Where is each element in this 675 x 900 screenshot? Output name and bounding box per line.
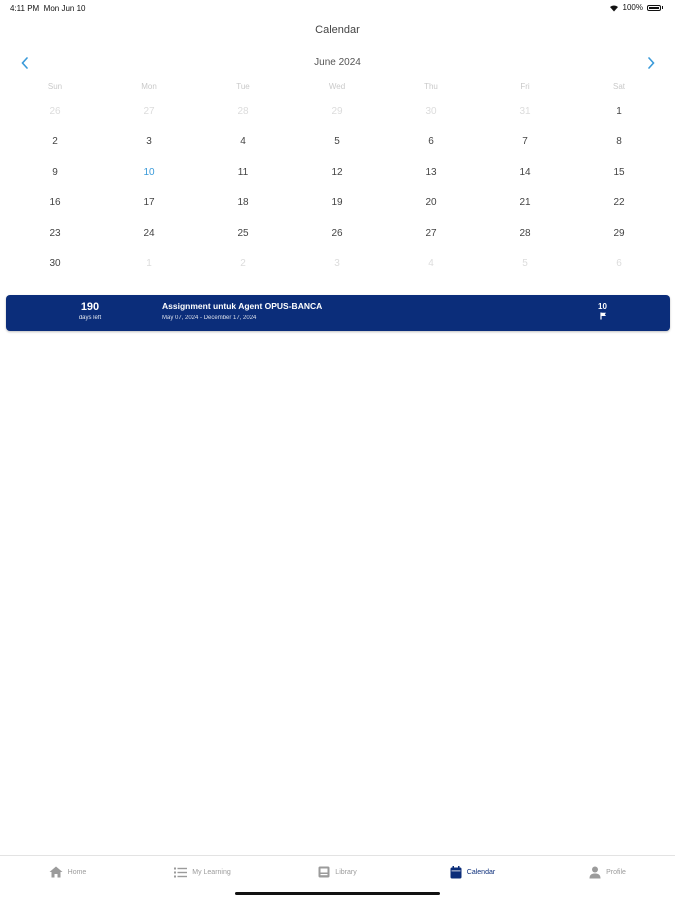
weekday-label: Mon bbox=[141, 82, 157, 91]
month-navigation bbox=[0, 54, 675, 72]
tab-label: Home bbox=[67, 868, 87, 876]
chevron-right-icon bbox=[647, 57, 655, 69]
calendar-day[interactable]: 12 bbox=[331, 166, 343, 178]
tab-my-learning[interactable] bbox=[135, 856, 270, 888]
list-icon bbox=[174, 867, 187, 878]
calendar-day[interactable]: 29 bbox=[613, 227, 625, 239]
calendar-week-row bbox=[8, 104, 666, 134]
calendar-day[interactable]: 22 bbox=[613, 197, 625, 209]
book-icon bbox=[318, 866, 330, 878]
calendar-day[interactable]: 28 bbox=[237, 106, 249, 117]
flag-icon bbox=[600, 312, 607, 320]
tab-label: Profile bbox=[606, 868, 626, 876]
tab-label: Calendar bbox=[466, 868, 496, 876]
calendar-day[interactable]: 1 bbox=[616, 106, 622, 117]
calendar-day[interactable]: 27 bbox=[425, 227, 437, 239]
tab-profile[interactable] bbox=[540, 856, 675, 888]
tab-label: Library bbox=[335, 868, 357, 876]
calendar-week-row bbox=[8, 195, 666, 225]
battery-icon bbox=[647, 5, 661, 11]
calendar-icon bbox=[450, 866, 462, 879]
calendar-day[interactable]: 26 bbox=[331, 227, 343, 239]
battery-tip bbox=[662, 6, 663, 9]
tab-calendar[interactable] bbox=[405, 856, 540, 888]
wifi-icon bbox=[609, 4, 619, 12]
calendar-day[interactable]: 21 bbox=[519, 197, 531, 209]
status-time bbox=[10, 4, 85, 13]
calendar-day[interactable]: 29 bbox=[331, 106, 343, 117]
calendar-week-row bbox=[8, 226, 666, 256]
calendar-day[interactable]: 27 bbox=[143, 106, 155, 117]
tab-home[interactable] bbox=[0, 856, 135, 888]
assignment-count: 10 bbox=[598, 302, 607, 311]
calendar-day[interactable]: 25 bbox=[237, 227, 249, 239]
tab-label: My Learning bbox=[192, 868, 231, 876]
calendar-day[interactable]: 30 bbox=[425, 106, 437, 117]
calendar-week-row bbox=[8, 134, 666, 164]
calendar-day[interactable]: 8 bbox=[616, 136, 622, 148]
calendar-day[interactable]: 6 bbox=[428, 136, 434, 148]
status-bar bbox=[0, 0, 675, 16]
calendar-day[interactable]: 5 bbox=[334, 136, 340, 148]
assignment-dates: May 07, 2024 - December 17, 2024 bbox=[162, 315, 257, 321]
assignment-card[interactable] bbox=[6, 295, 670, 331]
home-icon bbox=[49, 866, 63, 878]
calendar-day[interactable]: 20 bbox=[425, 197, 437, 209]
calendar-day[interactable]: 2 bbox=[240, 257, 246, 269]
weekday-label: Tue bbox=[236, 82, 250, 91]
calendar-day[interactable]: 19 bbox=[331, 197, 343, 209]
days-left-block bbox=[56, 301, 124, 323]
battery-percent: 100% bbox=[622, 3, 643, 12]
calendar-grid bbox=[8, 104, 666, 286]
home-indicator[interactable] bbox=[235, 892, 440, 895]
calendar-day[interactable]: 7 bbox=[522, 136, 528, 148]
weekday-label: Sat bbox=[612, 82, 625, 91]
next-month-button[interactable] bbox=[641, 54, 661, 72]
calendar-day[interactable]: 16 bbox=[49, 197, 61, 209]
calendar-day[interactable]: 3 bbox=[146, 136, 152, 148]
calendar-day[interactable]: 28 bbox=[519, 227, 531, 239]
calendar-day[interactable]: 1 bbox=[146, 257, 152, 269]
calendar-day-today[interactable]: 10 bbox=[143, 166, 155, 178]
calendar-day[interactable]: 31 bbox=[519, 106, 531, 117]
calendar-day[interactable]: 3 bbox=[334, 257, 340, 269]
calendar-day[interactable]: 11 bbox=[237, 166, 249, 178]
page-title: Calendar bbox=[315, 24, 360, 36]
calendar-day[interactable]: 23 bbox=[49, 227, 61, 239]
status-right bbox=[609, 3, 663, 12]
status-date: Mon Jun 10 bbox=[43, 4, 86, 13]
calendar-day[interactable]: 6 bbox=[616, 257, 622, 269]
calendar-day[interactable]: 14 bbox=[519, 166, 531, 178]
month-label: June 2024 bbox=[314, 57, 361, 68]
assignment-title: Assignment untuk Agent OPUS-BANCA bbox=[162, 301, 323, 311]
calendar-day[interactable]: 17 bbox=[143, 197, 155, 209]
calendar-day[interactable]: 18 bbox=[237, 197, 249, 209]
person-icon bbox=[589, 866, 601, 879]
days-left-number: 190 bbox=[80, 301, 100, 313]
calendar-day[interactable]: 24 bbox=[143, 227, 155, 239]
tab-bar bbox=[0, 855, 675, 888]
weekday-header bbox=[8, 82, 666, 91]
weekday-label: Thu bbox=[424, 82, 438, 91]
status-clock: 4:11 PM bbox=[10, 4, 40, 13]
calendar-day[interactable]: 4 bbox=[428, 257, 434, 269]
calendar-day[interactable]: 26 bbox=[49, 106, 61, 117]
weekday-label: Fri bbox=[520, 82, 530, 91]
weekday-label: Sun bbox=[47, 82, 63, 91]
calendar-week-row bbox=[8, 165, 666, 195]
calendar-day[interactable]: 4 bbox=[240, 136, 246, 148]
calendar-day[interactable]: 13 bbox=[425, 166, 437, 178]
calendar-day[interactable]: 30 bbox=[49, 257, 61, 269]
days-left-label: days left bbox=[78, 315, 102, 321]
tab-library[interactable] bbox=[270, 856, 405, 888]
calendar-day[interactable]: 2 bbox=[52, 136, 58, 148]
calendar-day[interactable]: 9 bbox=[52, 166, 58, 178]
calendar-day[interactable]: 5 bbox=[522, 257, 528, 269]
calendar-week-row bbox=[8, 256, 666, 286]
weekday-label: Wed bbox=[328, 82, 346, 91]
calendar-day[interactable]: 15 bbox=[613, 166, 625, 178]
